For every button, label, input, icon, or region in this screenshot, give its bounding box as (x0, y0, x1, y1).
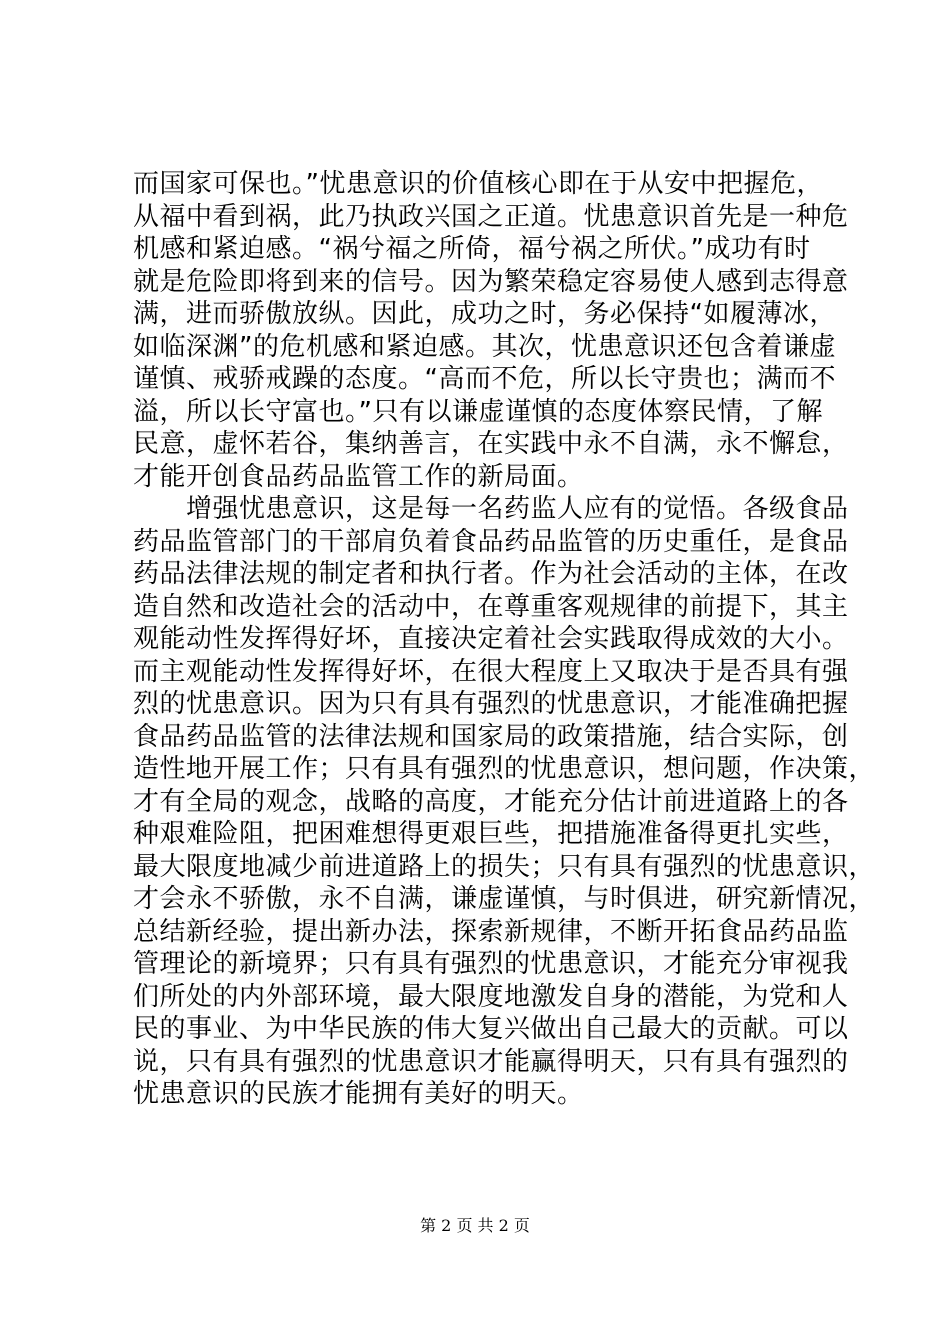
text-line: 而主观能动性发挥得好坏，在很大程度上又取决于是否具有强 (133, 656, 849, 687)
text-line: 药品监管部门的干部肩负着食品药品监管的历史重任，是食品 (133, 526, 849, 557)
page-footer: 第 2 页 共 2 页 (420, 1216, 530, 1235)
text-line: 机感和紧迫感。“祸兮福之所倚，福兮祸之所伏。”成功有时 (133, 234, 811, 264)
text-line: 民意，虚怀若谷，集纳善言，在实践中永不自满，永不懈怠， (133, 429, 849, 459)
text-line: 观能动性发挥得好坏，直接决定着社会实践取得成效的大小。 (133, 624, 849, 654)
body-text (133, 168, 876, 1111)
text-line: 才有全局的观念，战略的高度，才能充分估计前进道路上的各 (133, 786, 849, 817)
text-line: 如临深渊”的危机感和紧迫感。其次，忧患意识还包含着谦虚 (133, 331, 836, 362)
text-line: 食品药品监管的法律法规和国家局的政策措施，结合实际，创 (133, 721, 849, 752)
text-line: 谨慎、戒骄戒躁的态度。“高而不危，所以长守贵也；满而不 (133, 364, 836, 394)
text-line: 溢，所以长守富也。”只有以谦虚谨慎的态度体察民情，了解 (133, 396, 823, 427)
text-line: 而国家可保也。”忧患意识的价值核心即在于从安中把握危， (133, 169, 823, 199)
text-line: 民的事业、为中华民族的伟大复兴做出自己最大的贡献。可以 (133, 1014, 849, 1044)
text-line: 满，进而骄傲放纵。因此，成功之时，务必保持“如履薄冰， (133, 299, 836, 329)
text-line: 说，只有具有强烈的忧患意识才能赢得明天，只有具有强烈的 (133, 1046, 849, 1077)
text-line: 忧患意识的民族才能拥有美好的明天。 (133, 1079, 584, 1109)
text-line: 增强忧患意识，这是每一名药监人应有的觉悟。各级食品 (133, 494, 849, 524)
text-line: 就是危险即将到来的信号。因为繁荣稳定容易使人感到志得意 (133, 266, 849, 297)
text-line: 总结新经验，提出新办法，探索新规律，不断开拓食品药品监 (133, 916, 849, 947)
text-line: 管理论的新境界；只有具有强烈的忧患意识，才能充分审视我 (133, 949, 849, 979)
text-line: 种艰难险阻，把困难想得更艰巨些，把措施准备得更扎实些， (133, 819, 849, 849)
text-line: 才能开创食品药品监管工作的新局面。 (133, 461, 584, 492)
text-line: 们所处的内外部环境，最大限度地激发自身的潜能，为党和人 (133, 981, 849, 1012)
text-line: 药品法律法规的制定者和执行者。作为社会活动的主体，在改 (133, 559, 849, 589)
text-line: 造自然和改造社会的活动中，在尊重客观规律的前提下，其主 (133, 591, 849, 622)
text-line: 烈的忧患意识。因为只有具有强烈的忧患意识，才能准确把握 (133, 689, 849, 719)
text-line: 才会永不骄傲，永不自满，谦虚谨慎，与时俱进，研究新情况， (133, 884, 876, 914)
text-line: 最大限度地减少前进道路上的损失；只有具有强烈的忧患意识， (133, 851, 876, 882)
text-line: 从福中看到祸，此乃执政兴国之正道。忧患意识首先是一种危 (133, 201, 849, 232)
text-line: 造性地开展工作；只有具有强烈的忧患意识，想问题，作决策， (133, 754, 876, 784)
